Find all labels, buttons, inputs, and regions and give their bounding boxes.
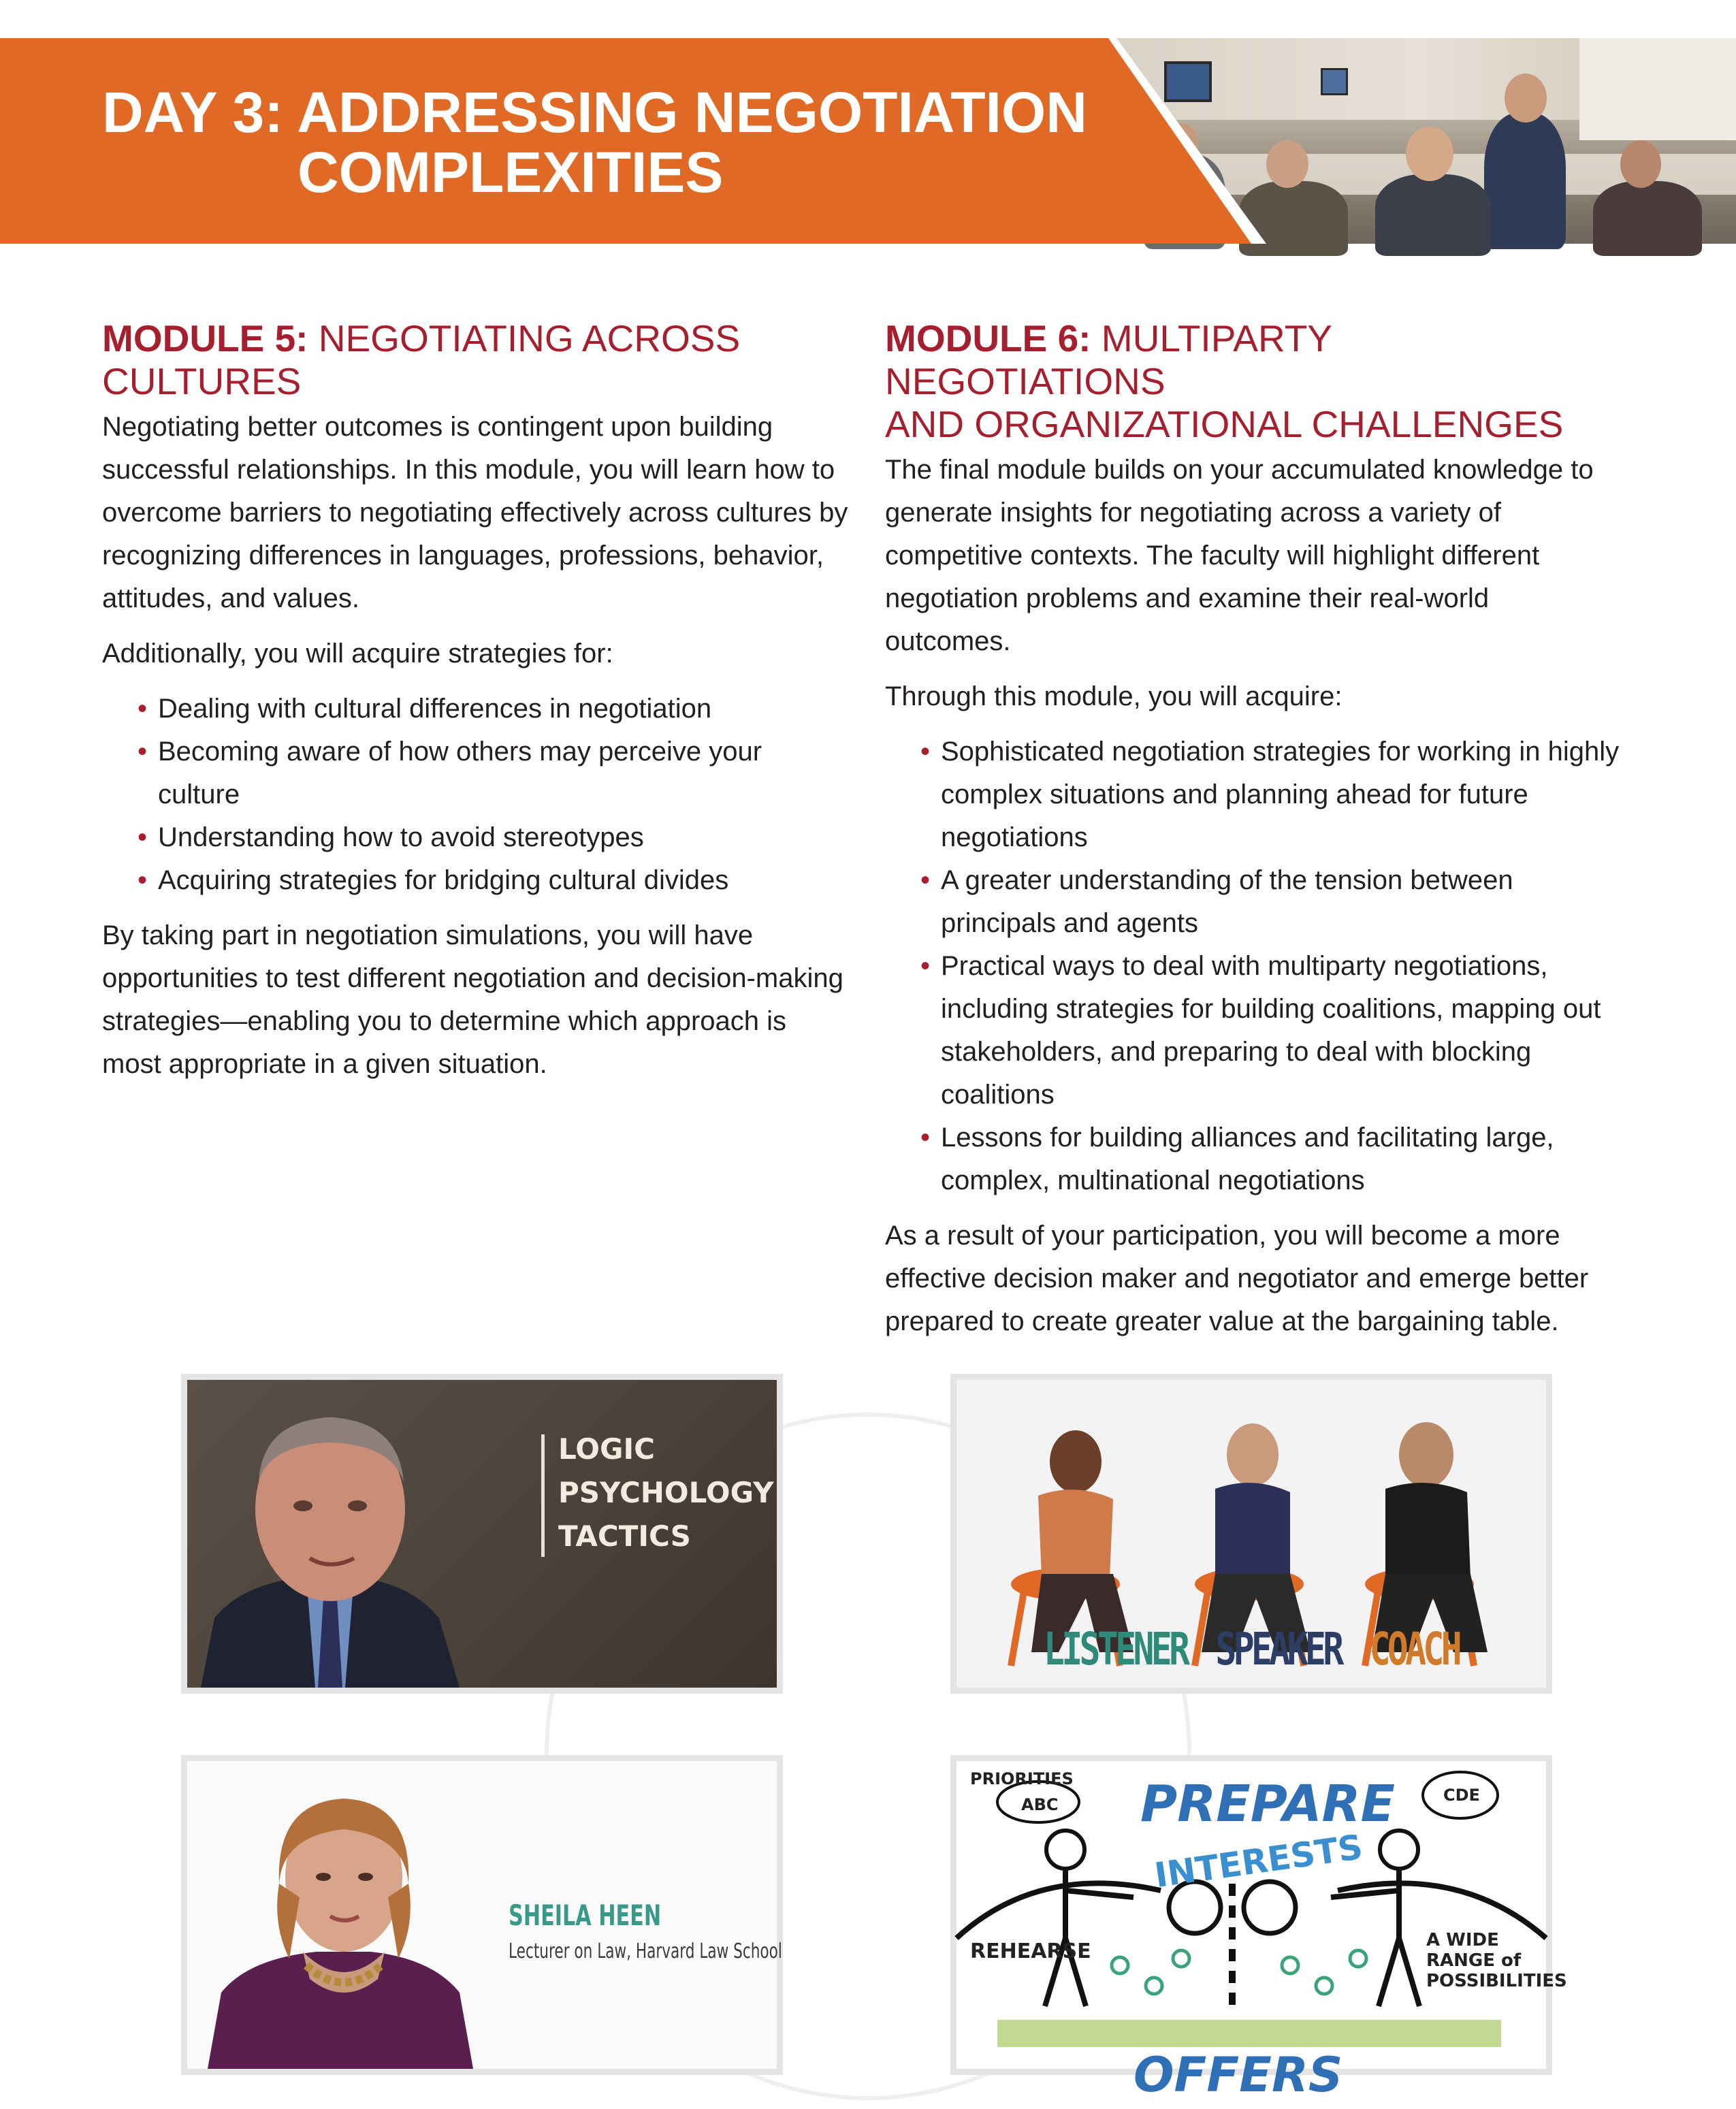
logic-psychology-tactics-text (558, 1428, 774, 1558)
line-psychology: PSYCHOLOGY (558, 1476, 774, 1509)
module-5-heading (102, 317, 851, 403)
presenter-name: SHEILA HEEN (509, 1899, 662, 1932)
module-6-closing: As a result of your participation, you will become a more effective decision maker and negotiator and emerge better prepared to create greater value at the bargaining table. (885, 1221, 1589, 1336)
bullet-icon: • (138, 822, 148, 852)
cde-text: CDE (1443, 1786, 1480, 1805)
module-6-title-line-2: AND ORGANIZATIONAL CHALLENGES (885, 403, 1564, 445)
line-tactics: TACTICS (558, 1519, 691, 1553)
speaker-label: SPEAKER (1215, 1623, 1341, 1675)
day-banner (0, 38, 1736, 244)
module-6-title-line-1: MULTIPARTY NEGOTIATIONS (885, 317, 1332, 402)
module-5-lead: Additionally, you will acquire strategies for: (102, 639, 613, 669)
module-5-section (102, 317, 851, 1086)
video-thumbnail-sheila-heen[interactable] (181, 1755, 783, 2075)
title-line-1: ADDRESSING NEGOTIATION (297, 80, 1087, 144)
video-thumbnail-prepare-whiteboard[interactable] (950, 1755, 1567, 2103)
prepare-text: PREPARE (1140, 1775, 1396, 1833)
title-line-2: COMPLEXITIES (298, 140, 724, 204)
role-labels (1021, 1623, 1481, 1675)
list-item: • Understanding how to avoid stereotypes (138, 816, 851, 859)
offers-text: OFFERS (1134, 2047, 1343, 2103)
line-logic: LOGIC (558, 1432, 655, 1466)
list-item: • Practical ways to deal with multiparty negotiations, including strategies for building coalitions, mapping out stakeholders, and preparing to deal with blocking coalitions (920, 945, 1620, 1116)
module-5-title-line-1: NEGOTIATING ACROSS (318, 317, 741, 359)
list-item: • Becoming aware of how others may perceive your culture (138, 730, 851, 816)
video-thumbnail-logic[interactable] (181, 1374, 783, 1694)
bullet-icon: • (920, 865, 931, 895)
module-6-heading (885, 317, 1620, 446)
wide-range-text: A WIDE RANGE of POSSIBILITIES (1426, 1930, 1567, 1991)
presenter-role: Lecturer on Law, Harvard Law School (509, 1939, 782, 1963)
module-6-lead: Through this module, you will acquire: (885, 681, 1343, 711)
bullet-icon: • (920, 1123, 931, 1153)
module-5-number: MODULE 5: (102, 317, 308, 359)
video-thumbnail-listener-speaker-coach[interactable] (950, 1374, 1552, 1694)
listener-label: LISTENER (1043, 1623, 1187, 1675)
bullet-icon: • (920, 951, 931, 981)
module-5-closing: By taking part in negotiation simulations, you will have opportunities to test different negotiation and decision-making strategies—enabling you to determine which approach is most appropriate in a given situation. (102, 920, 843, 1079)
priorities-text: PRIORITIES (970, 1769, 1074, 1788)
bullet-icon: • (138, 737, 148, 767)
bullet-icon: • (138, 865, 148, 895)
coach-label: COACH (1369, 1623, 1460, 1675)
list-item: • Sophisticated negotiation strategies for working in highly complex situations and planning ahead for future negotiations (920, 730, 1620, 859)
day-label: DAY 3: (102, 80, 284, 144)
module-5-title-line-2: CULTURES (102, 360, 302, 402)
rehearse-text: REHEARSE (970, 1939, 1091, 1963)
page-title (102, 82, 1087, 202)
module-6-section (885, 317, 1620, 1343)
interests-text: INTERESTS (1152, 1826, 1366, 1896)
module-6-bullet-list (920, 730, 1620, 1202)
divider-bar (541, 1434, 545, 1557)
abc-text: ABC (1021, 1795, 1059, 1814)
module-5-intro: Negotiating better outcomes is contingent upon building successful relationships. In this module, you will learn how to overcome barriers to negotiating effectively across cultures by recognizing differences in languages, professions, behavior, attitudes, and values. (102, 412, 848, 613)
list-item: • A greater understanding of the tension between principals and agents (920, 859, 1620, 945)
module-6-intro: The final module builds on your accumulated knowledge to generate insights for negotiating across a variety of competitive contexts. The faculty will highlight different negotiation problems and examine their real-world outcomes. (885, 455, 1594, 656)
module-6-number: MODULE 6: (885, 317, 1091, 359)
bullet-icon: • (138, 694, 148, 724)
presenter-portrait (187, 1761, 777, 2069)
list-item: • Acquiring strategies for bridging cultural divides (138, 859, 851, 902)
bullet-icon: • (920, 737, 931, 767)
list-item: • Lessons for building alliances and facilitating large, complex, multinational negotiations (920, 1116, 1620, 1202)
module-5-bullet-list (138, 688, 851, 902)
list-item: • Dealing with cultural differences in negotiation (138, 688, 851, 730)
